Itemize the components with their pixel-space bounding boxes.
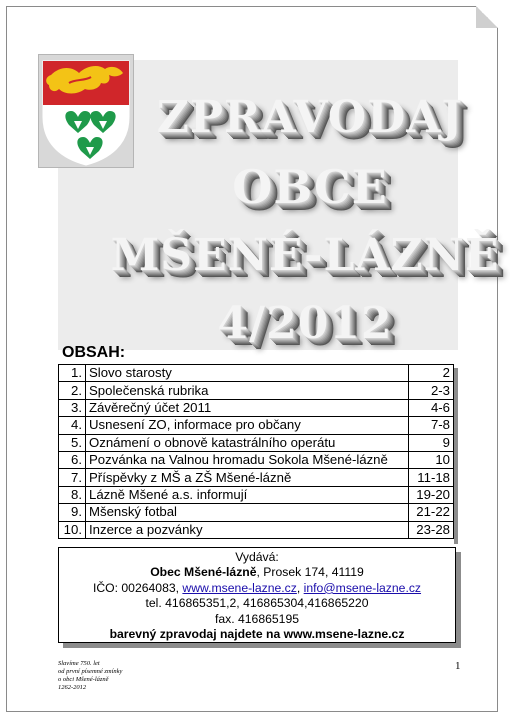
anniversary-line-4: 1262-2012 [58,684,87,691]
title-line-2: OBCE [232,160,388,214]
anniversary-line-2: od první písemné zmínky [58,668,123,675]
contents-row-number: 7. [59,469,86,486]
publisher-fax: fax. 416865195 [214,611,300,626]
contents-row [59,382,454,399]
publisher-label: Vydává: [235,550,279,564]
contents-row-pages: 9 [409,434,454,451]
publisher-address: , Prosek 174, 41119 [256,565,364,580]
contents-row [59,399,454,416]
contents-row [59,451,454,468]
page-curl [476,6,498,28]
contents-row [59,365,454,382]
website-link[interactable]: www.msene-lazne.cz [182,580,297,595]
contents-row [59,469,454,486]
color-edition-note: barevný zpravodaj najdete na www.msene-lazne.cz [109,627,405,642]
contents-row-title: Usnesení ZO, informace pro občany [86,417,409,434]
publisher-ico: IČO: 00264083, [92,580,183,595]
contents-table [58,364,454,539]
email-link[interactable]: info@msene-lazne.cz [303,580,422,595]
publisher-box [58,547,456,643]
contents-row-title: Mšenský fotbal [86,504,409,521]
contents-row-number: 3. [59,399,86,416]
contents-row-number: 6. [59,451,86,468]
contents-row-number: 8. [59,486,86,503]
title-line-1: ZPRAVODAJ [156,92,464,143]
contents-row-pages: 10 [409,451,454,468]
contents-heading: OBSAH: [62,344,126,361]
contents-row-number: 5. [59,434,86,451]
contents-row [59,417,454,434]
contents-row [59,486,454,503]
contents-row [59,521,454,538]
title-line-3: MŠENÉ-LÁZNĚ [110,230,500,281]
contents-row [59,434,454,451]
contents-row-number: 2. [59,382,86,399]
contents-row-pages: 21-22 [409,504,454,521]
page-number: 1 [455,660,461,672]
contents-row-pages: 23-28 [409,521,454,538]
publisher-phone: tel. 416865351,2, 416865304,416865220 [145,596,369,611]
contents-row-title: Společenská rubrika [86,382,409,399]
anniversary-note [58,660,122,692]
contents-row-number: 9. [59,504,86,521]
anniversary-line-3: o obci Mšené-lázně [58,676,109,683]
contents-row-title: Oznámení o obnově katastrálního operátu [86,434,409,451]
contents-row-title: Pozvánka na Valnou hromadu Sokola Mšené-lázně [86,451,409,468]
contents-row-number: 4. [59,417,86,434]
coat-of-arms-icon [39,55,133,167]
contact-separator: , [296,580,304,595]
publisher-address-line [59,565,455,580]
contents-row-title: Slovo starosty [86,365,409,382]
contents-row-title: Příspěvky z MŠ a ZŠ Mšené-lázně [86,469,409,486]
contents-row-title: Závěrečný účet 2011 [86,399,409,416]
contents-row [59,504,454,521]
contents-row-title: Lázně Mšené a.s. informují [86,486,409,503]
contents-row-pages: 2 [409,365,454,382]
contents-row-number: 1. [59,365,86,382]
anniversary-line-1: Slavíme 750. let [58,660,100,667]
contents-row-pages: 11-18 [409,469,454,486]
publisher-contacts-line [59,581,455,596]
contents-row-title: Inzerce a pozvánky [86,521,409,538]
contents-row-pages: 7-8 [409,417,454,434]
contents-row-pages: 2-3 [409,382,454,399]
contents-row-pages: 19-20 [409,486,454,503]
contents-row-pages: 4-6 [409,399,454,416]
issue-number: 4/2012 [217,298,393,349]
contents-row-number: 10. [59,521,86,538]
publisher-name: Obec Mšené-lázně [150,565,257,580]
